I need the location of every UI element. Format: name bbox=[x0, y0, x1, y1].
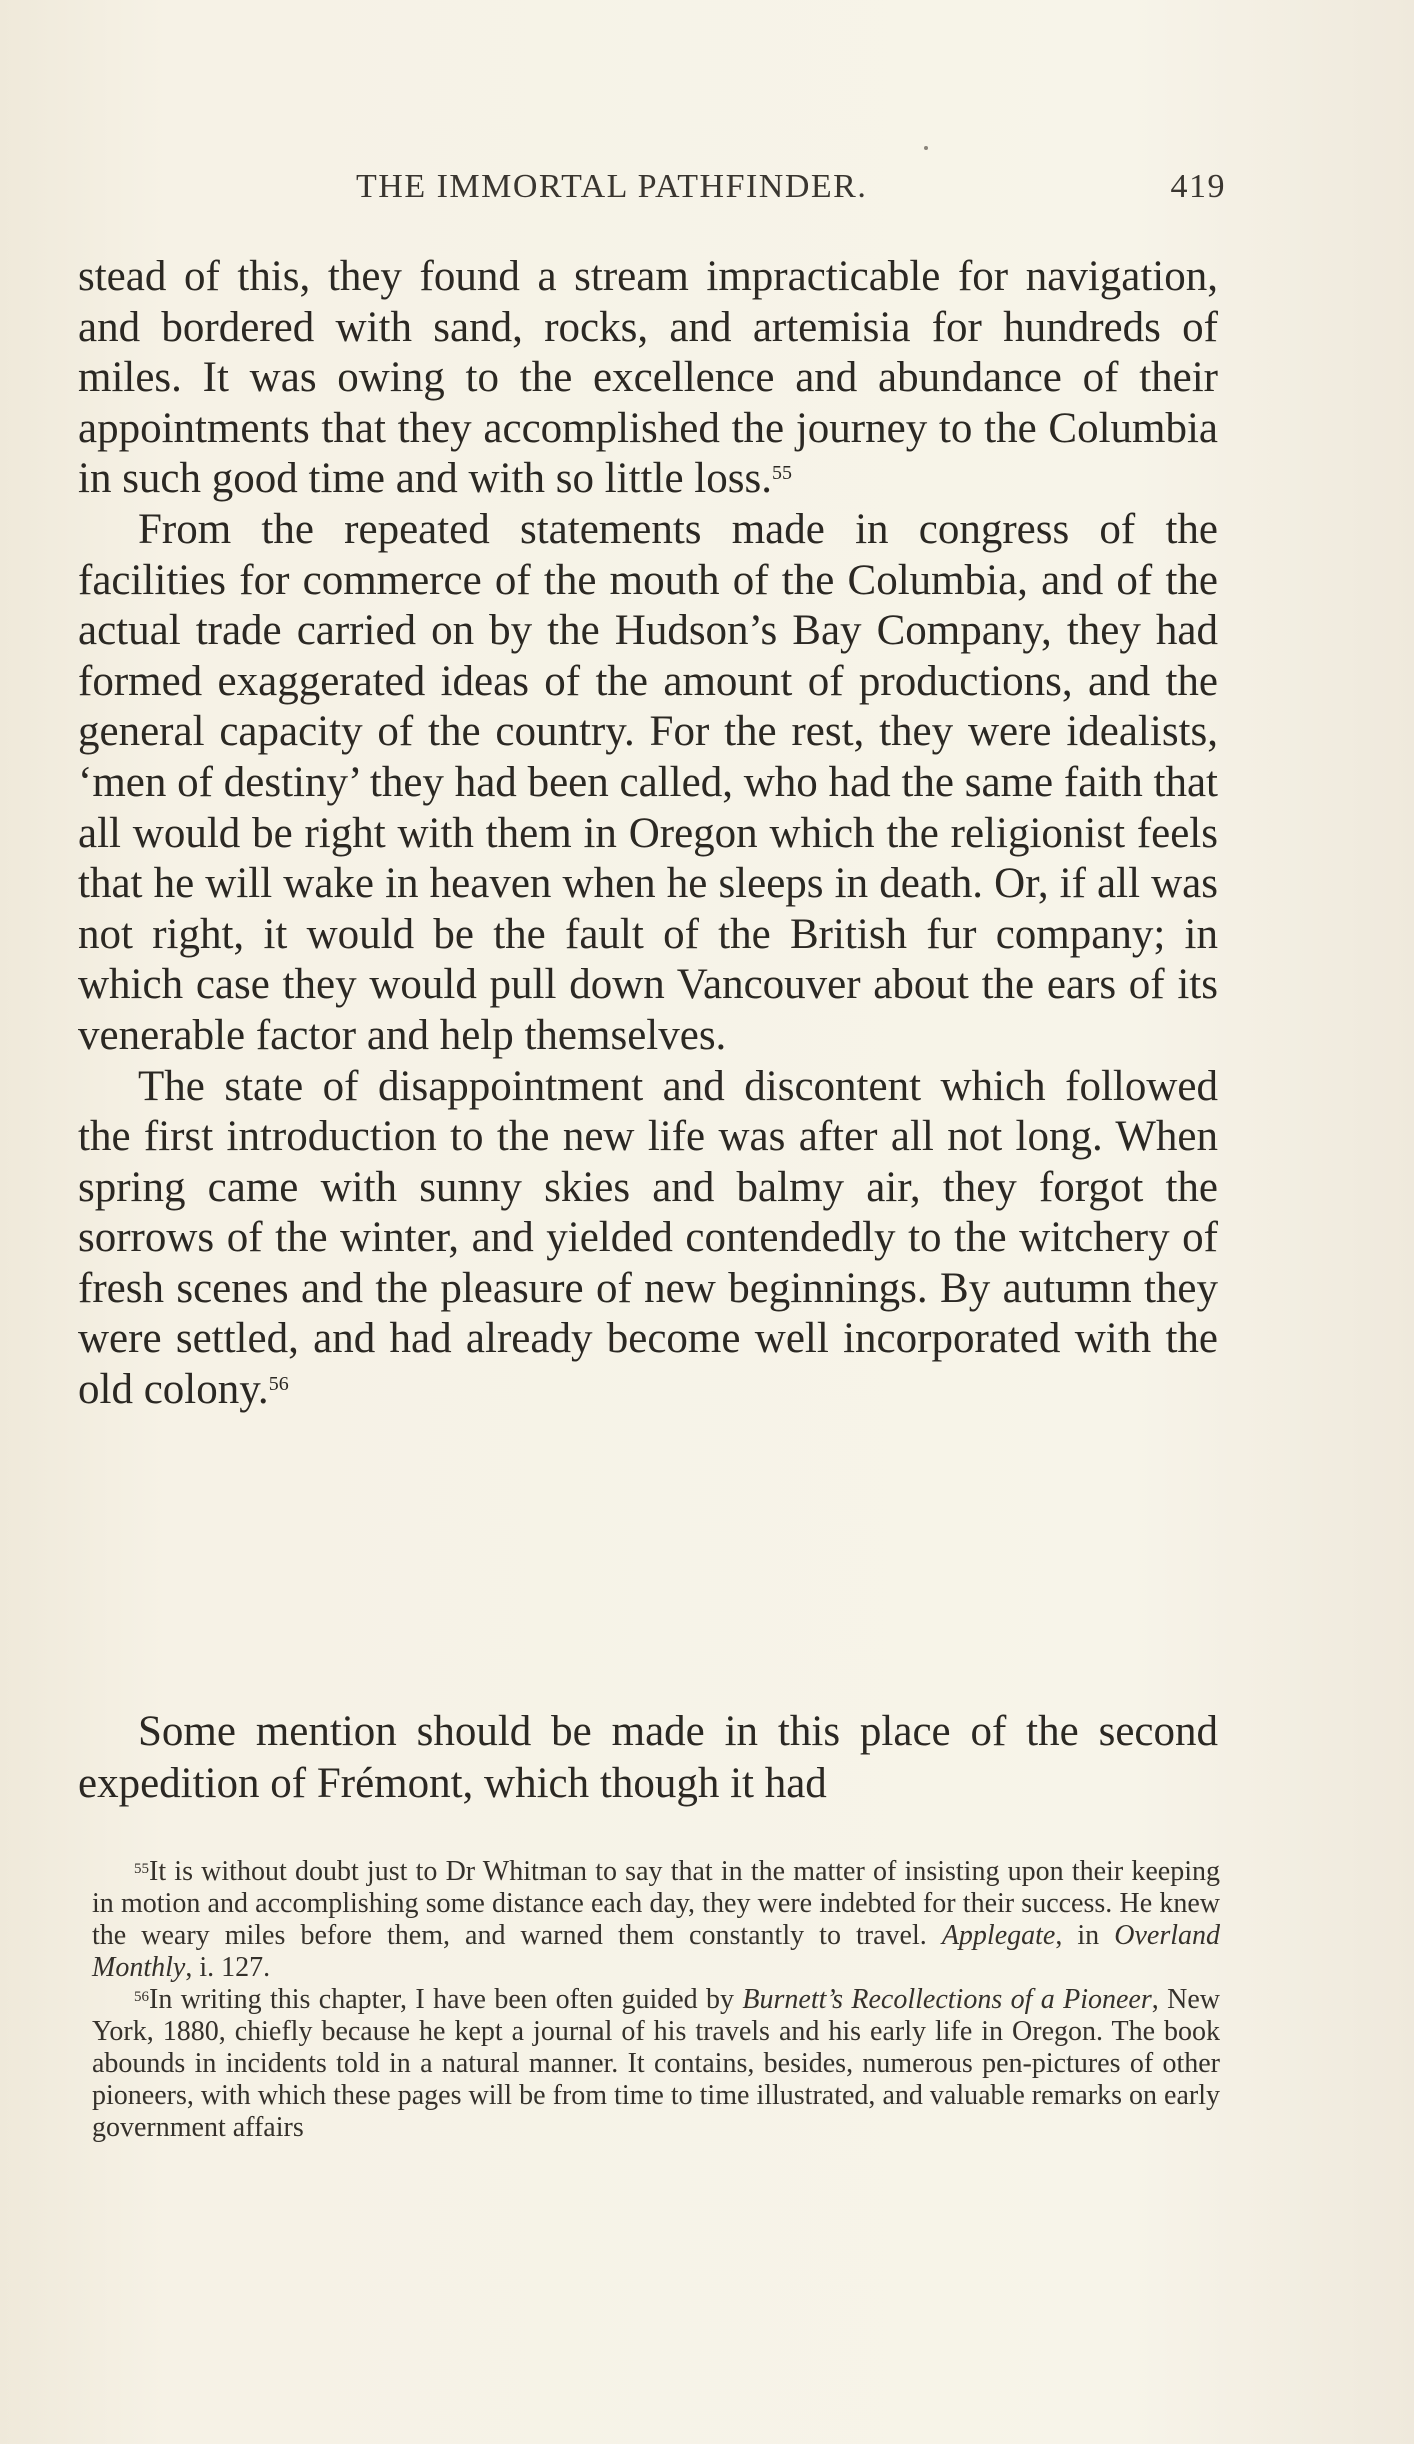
paragraph-3 bbox=[78, 1062, 1218, 1416]
running-title: THE IMMORTAL PATHFINDER. bbox=[356, 168, 868, 205]
paragraph-2 bbox=[78, 505, 1218, 1062]
footnote-56-marker: 56 bbox=[134, 1989, 149, 2005]
footnote-55 bbox=[92, 1856, 1220, 1984]
footnote-55-citation: , i. 127. bbox=[185, 1952, 271, 1983]
footnote-56-continuation: , New York, 1880, chiefly because he kept a journal of his travels and his early life in Oregon. The book abounds in incidents told in a natural manner. It contains, besides, numerous pen-pictures of other pioneers, with which these pages will be from time to time illustrated, and valuable remarks on early government affairs bbox=[92, 1984, 1220, 2143]
footnote-56-text: In writing this chapter, I have been often guided by bbox=[149, 1984, 743, 2015]
section-paragraph: Some mention should be made in this place of the second expedition of Frémont, which though it had bbox=[78, 1708, 1218, 1807]
ink-speck bbox=[924, 146, 928, 150]
paragraph-3-text: The state of disappointment and discontent which followed the first introduction to the new life was after all not long. When spring came with sunny skies and balmy air, they forgot the sorrows of the winter, and yielded contendedly to the witchery of fresh scenes and the pleasure of new beginnings. By autumn they were settled, and had already become well incorporated with the old colony. bbox=[78, 1062, 1218, 1414]
footnote-ref-56: 56 bbox=[268, 1373, 289, 1396]
footnote-56 bbox=[92, 1984, 1220, 2144]
footnote-55-connector: , in bbox=[1055, 1920, 1115, 1951]
footnote-55-marker: 55 bbox=[134, 1861, 149, 1877]
running-header bbox=[356, 168, 1226, 208]
footnote-56-book-title: Burnett’s Recollections of a Pioneer bbox=[742, 1984, 1152, 2015]
footnote-55-text: It is without doubt just to Dr Whitman to say that in the matter of insisting upon their keeping in motion and accomplishing some distance each day, they were indebted for their success. He knew the weary miles before them, and warned them constantly to travel. bbox=[92, 1856, 1220, 1951]
main-text bbox=[78, 252, 1218, 1416]
footnote-ref-55: 55 bbox=[771, 462, 792, 485]
paragraph-1-text: stead of this, they found a stream impracticable for navigation, and bordered with sand, rocks, and artemisia for hundreds of miles. It was owing to the excellence and abundance of their appointments that they accomplished the journey to the Columbia in such good time and with so little loss. bbox=[78, 253, 1218, 503]
page-number: 419 bbox=[1170, 168, 1226, 205]
footnote-55-author: Applegate bbox=[941, 1920, 1056, 1951]
paragraph-1 bbox=[78, 252, 1218, 505]
footnote-55-journal: Overland Monthly bbox=[92, 1920, 1221, 1983]
section-text bbox=[78, 1706, 1218, 1810]
paragraph-2-text: From the repeated statements made in congress of the facilities for commerce of the mouth of the Columbia, and of the actual trade carried on by the Hudson’s Bay Company, they had formed exaggerated ideas of the amount of productions, and the general capacity of the country. For the rest, they were idealists, ‘men of destiny’ they had been called, who had the same faith that all would be right with them in Oregon which the religionist feels that he will wake in heaven when he sleeps in death. Or, if all was not right, it would be the fault of the British fur company; in which case they would pull down Vancouver about the ears of its venerable factor and help themselves. bbox=[78, 505, 1218, 1059]
footnotes bbox=[92, 1856, 1220, 2144]
